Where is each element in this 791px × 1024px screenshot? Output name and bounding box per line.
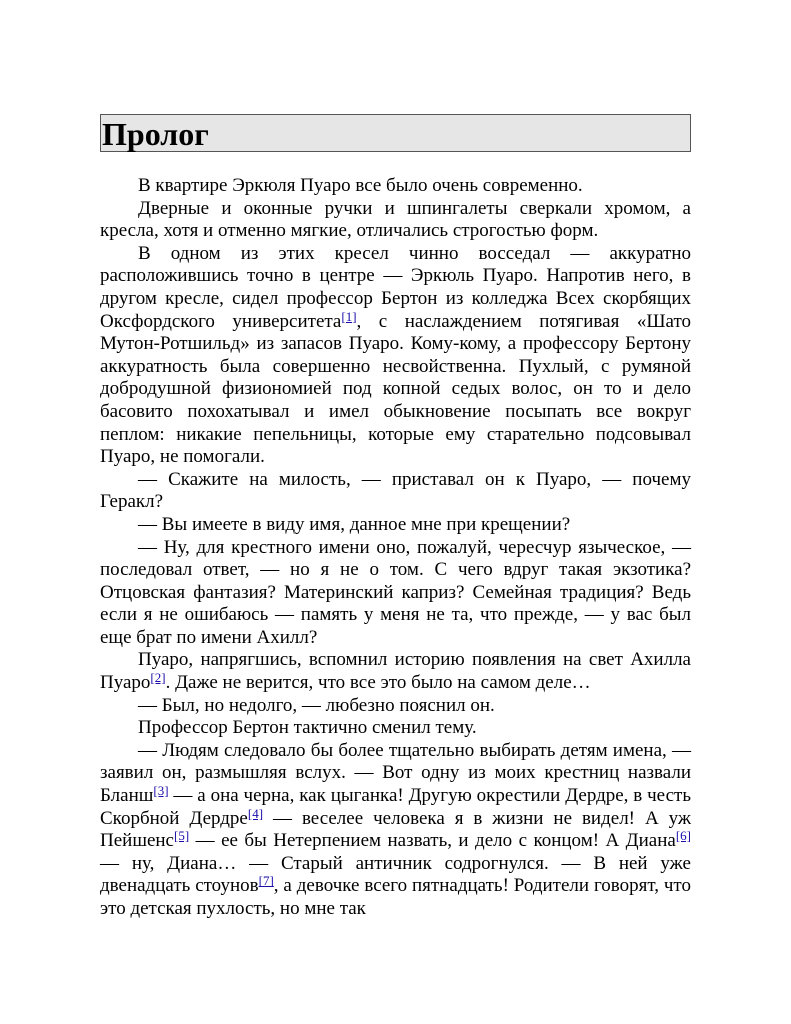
chapter-text (100, 175, 691, 921)
paragraph (100, 175, 691, 198)
paragraph-text: — веселее человека я в жизни не видел! А уж Пейшенс (100, 807, 691, 852)
footnote-link[interactable]: [3] (153, 783, 169, 799)
paragraph (100, 695, 691, 718)
paragraph (100, 514, 691, 537)
paragraph-text: , с наслаждением потягивая «Шато Мутон-Ротшильд» из запасов Пуаро. Кому-кому, а профессору Бертону аккуратность была совершенно несвойственна. Пухлый, с румяной добродушной физиономией под копной седых волос, он то и дело басовито похохатывал и имел обыкновение посыпать все вокруг пеплом: никакие пепельницы, которые ему старательно подсовывал Пуаро, не помогали. (100, 310, 691, 468)
paragraph (100, 198, 691, 243)
paragraph-text: — Людям следовало бы более тщательно выбирать детям имена, — заявил он, размышляя вслух. — Вот одну из моих крестниц назвали Бланш (100, 739, 691, 807)
chapter-title: Пролог (102, 116, 209, 152)
footnote-link[interactable]: [2] (150, 670, 166, 686)
paragraph (100, 469, 691, 514)
paragraph-text: — Ну, для крестного имени оно, пожалуй, чересчур языческое, — последовал ответ, — но я не о том. С чего вдруг такая экзотика? Отцовская фантазия? Материнский каприз? Семейная традиция? Ведь если я не ошибаюсь — память у меня не та, что прежде, — у вас был еще брат по имени Ахилл? (100, 536, 691, 648)
chapter-title-box (100, 114, 691, 152)
paragraph (100, 649, 691, 694)
paragraph-text: — ну, Диана… — Старый античник содрогнулся. — В ней уже двенадцать стоунов (100, 852, 691, 897)
paragraph-text: . Даже не верится, что все это было на самом деле… (165, 672, 591, 694)
paragraph-text: , а девочке всего пятнадцать! Родители говорят, что это детская пухлость, но мне так (100, 875, 691, 919)
paragraph-text: — ее бы Нетерпением назвать, и дело с концом! А Диана (189, 830, 676, 852)
footnote-link[interactable]: [5] (174, 828, 190, 844)
paragraph (100, 740, 691, 921)
paragraph (100, 537, 691, 650)
paragraph-text: — Был, но недолго, — любезно пояснил он. (138, 694, 495, 716)
document-page (100, 114, 691, 921)
paragraph-text: — а она черна, как цыганка! Другую окрестили Дердре, в честь Скорбной Дердре (100, 785, 691, 829)
paragraph-text: В одном из этих кресел чинно восседал — аккуратно расположившись точно в центре — Эркюль Пуаро. Напротив него, в другом кресле, сидел профессор Бертон из колледжа Всех скорбящих Оксфордского университета (100, 242, 691, 332)
paragraph (100, 243, 691, 469)
footnote-link[interactable]: [1] (341, 308, 357, 324)
paragraph-text: Дверные и оконные ручки и шпингалеты сверкали хромом, а кресла, хотя и отменно мягкие, отличались строгостью форм. (100, 197, 691, 242)
paragraph (100, 717, 691, 740)
paragraph-text: — Вы имеете в виду имя, данное мне при крещении? (138, 513, 571, 535)
paragraph-text: — Скажите на милость, — приставал он к Пуаро, — почему Геракл? (100, 468, 691, 513)
footnote-link[interactable]: [6] (675, 828, 691, 844)
paragraph-text: Пуаро, напрягшись, вспомнил историю появления на свет Ахилла Пуаро (100, 649, 691, 694)
footnote-link[interactable]: [7] (258, 873, 274, 889)
footnote-link[interactable]: [4] (247, 805, 264, 821)
paragraph-text: Профессор Бертон тактично сменил тему. (138, 717, 477, 739)
paragraph-text: В квартире Эркюля Пуаро все было очень современно. (138, 175, 583, 196)
